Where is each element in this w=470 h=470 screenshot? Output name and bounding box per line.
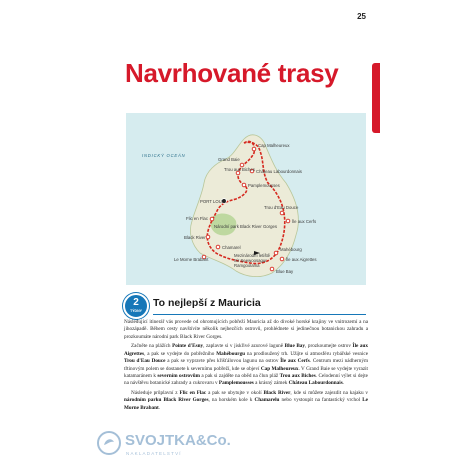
route-map	[126, 113, 366, 285]
sea-label: INDICKÝ OCEÁN	[142, 153, 186, 158]
label-grand-baie: Grand Baie	[218, 157, 240, 162]
label-mahebourg: Mahébourg	[280, 247, 302, 252]
publisher-logo-icon	[96, 430, 122, 456]
label-pamplemousses: Pamplemousses	[248, 183, 280, 188]
map-svg	[126, 113, 366, 285]
itinerary-text	[124, 319, 368, 414]
badge-number: 2	[133, 297, 139, 308]
chapter-tab	[372, 63, 380, 133]
publisher-watermark	[96, 430, 246, 465]
label-flic-en-flac: Flic en Flac	[186, 216, 208, 221]
marker-black-river	[206, 235, 210, 239]
paragraph-route: Začněte na plážích Pointe d'Esny, zaplavte si v jiskřivé azurové laguně Blue Bay, prozkoumejte ostrov Île aux Aigrettes, a pak se vydejte do pobřežního Mahébourgu na prodloužený trh. Užijte si atmosféru rybářské vesnice Trou d'Eau Douce a pak se vypravte přes křišťálovou lagunu na ostrov Île aux Cerfs. Centrum mezi nádherným třtinovým polem se dostanete k severnímu pobřeží, kde se objeví Cap Malheureux. V Grand Baie se vydejte vyrazit katamaránem k severním ostrovům a pak si zajděte na oběd na člun pláž Trou aux Biches. Celodenní výlet si dejte na návštěvu botanické zahrady a cukrovaru v Pamplemousses a krásný zámek Château Labourdonnais.	[124, 343, 369, 387]
paragraph-southwest: Následuje průplavní z Flic en Flac a pak se ubytujte v okolí Black River, kde si můžete zajezdit na kajaku v národním parku Black River Gorges, na horském kole k Chamarelu nebo vystoupit na fantastický vrchol Le Morne Brabant.	[124, 390, 368, 411]
label-black-river: Black River	[184, 235, 206, 240]
label-port-louis: PORT LOUIS	[200, 199, 226, 204]
duration-badge	[123, 293, 149, 319]
marker-pamplemousses	[242, 183, 246, 187]
label-ile-aux-aigrettes: Île aux Aigrettes	[286, 257, 317, 262]
label-blue-bay: Blue Bay	[276, 269, 294, 274]
heading-divider	[153, 314, 366, 315]
label-ile-aux-cerfs: Île aux Cerfs	[292, 219, 317, 224]
marker-flic-en-flac	[210, 217, 214, 221]
label-cap-malheureux: Cap Malheureux	[258, 143, 290, 148]
marker-blue-bay	[270, 267, 274, 271]
marker-mahebourg	[274, 251, 278, 255]
label-black-river-park: Národní park Black River Gorges	[214, 224, 278, 229]
marker-chamarel	[216, 245, 220, 249]
label-airport-2: Sir Seewoosagur	[234, 258, 267, 263]
marker-ile-aux-cerfs	[286, 219, 290, 223]
marker-trou-deau-douce	[280, 211, 284, 215]
label-trou-aux-biches: Trou aux Biches	[224, 167, 255, 172]
label-airport-3: Ramgoolama	[234, 263, 260, 268]
label-chateau: Château Labourdonnais	[256, 169, 302, 174]
publisher-tagline: NAKLADATELSTVÍ	[126, 451, 182, 456]
badge-unit: TÝDNY	[130, 309, 142, 313]
label-chamarel: Chamarel	[222, 245, 241, 250]
label-airport-1: Mezinárodní letiště	[234, 253, 271, 258]
page-title: Navrhované trasy	[125, 58, 339, 88]
label-le-morne: Le Morne Brabant	[174, 257, 209, 262]
paragraph-intro: Následující itinerář vás provede od ohromujících pobřeží Mauricia až do divoké horské krajiny ve vnitrozemí a na jihozápadě. Během cesty navštívíte několik nejhezčích ostrovů, prohlédnete si jedinečnou botanickou zahradu a prozkoumáte národní park Black River Gorges.	[124, 319, 368, 340]
label-trou-deau-douce: Trou d'Eau Douce	[264, 205, 299, 210]
publisher-brand: SVOJTKA&Co.	[125, 432, 231, 449]
marker-cap-malheureux	[252, 147, 256, 151]
page-number: 25	[357, 12, 366, 21]
marker-ile-aux-aigrettes	[280, 257, 284, 261]
section-heading: To nejlepší z Mauricia	[153, 297, 261, 309]
